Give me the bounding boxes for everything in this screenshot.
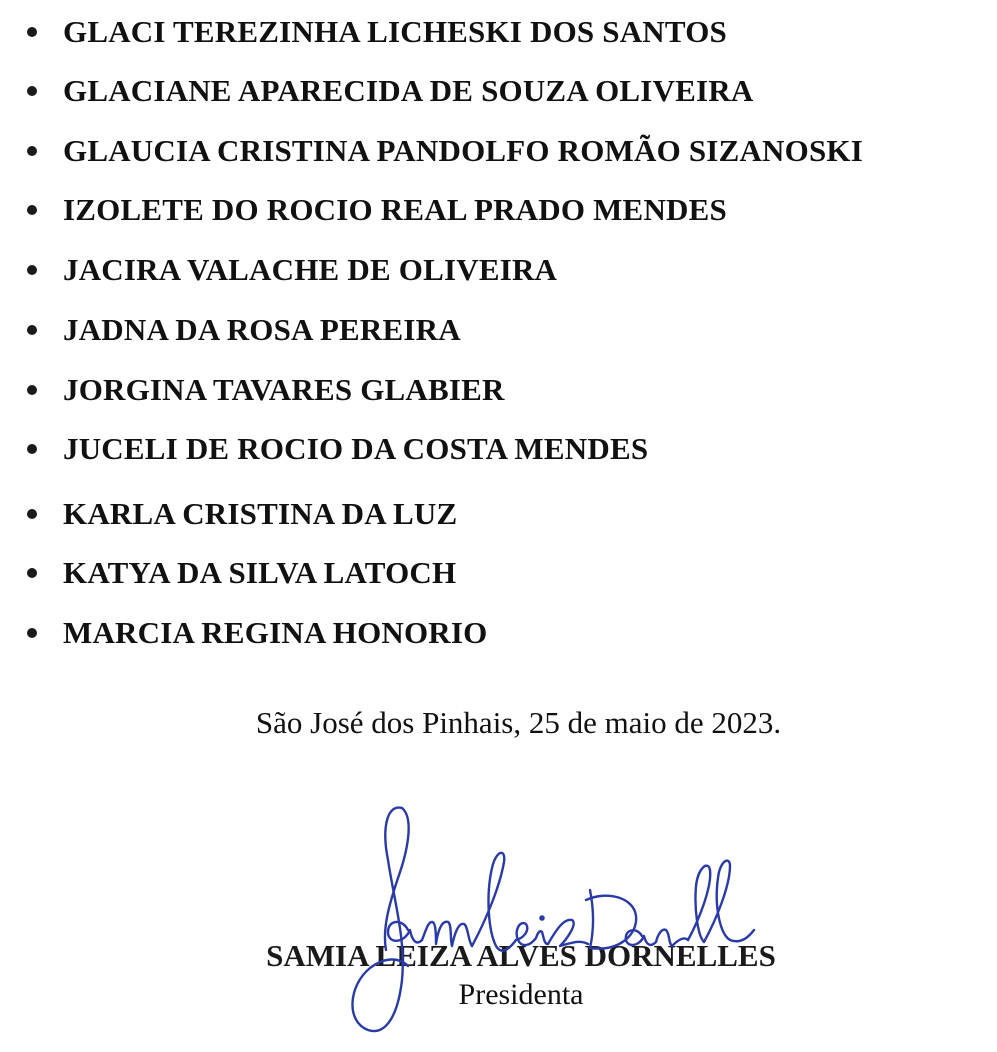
list-item — [0, 613, 997, 653]
list-item-name: KATYA DA SILVA LATOCH — [63, 555, 457, 590]
list-item-name: GLACI TEREZINHA LICHESKI DOS SANTOS — [63, 14, 727, 49]
bullet-icon — [27, 509, 37, 519]
list-item — [0, 12, 997, 52]
list-item — [0, 71, 997, 111]
list-item-name: JADNA DA ROSA PEREIRA — [63, 312, 461, 347]
list-item-name: GLACIANE APARECIDA DE SOUZA OLIVEIRA — [63, 73, 754, 108]
bullet-icon — [27, 325, 37, 335]
bullet-icon — [27, 205, 37, 215]
list-item-name: IZOLETE DO ROCIO REAL PRADO MENDES — [63, 192, 727, 227]
list-item — [0, 250, 997, 290]
list-item — [0, 370, 997, 410]
list-item-name: JORGINA TAVARES GLABIER — [63, 372, 505, 407]
bullet-icon — [27, 86, 37, 96]
signer-name: SAMIA LEIZA ALVES DORNELLES — [266, 938, 776, 973]
list-item-name: JACIRA VALACHE DE OLIVEIRA — [63, 252, 558, 287]
bullet-icon — [27, 27, 37, 37]
list-item — [0, 131, 997, 171]
list-item — [0, 310, 997, 350]
list-item-name: GLAUCIA CRISTINA PANDOLFO ROMÃO SIZANOSKI — [63, 133, 863, 168]
bullet-icon — [27, 444, 37, 454]
signer-role: Presidenta — [458, 978, 584, 1011]
list-item-name: KARLA CRISTINA DA LUZ — [63, 496, 458, 531]
bullet-icon — [27, 385, 37, 395]
handwritten-signature — [290, 790, 760, 1050]
bullet-icon — [27, 568, 37, 578]
list-item — [0, 553, 997, 593]
bullet-icon — [27, 265, 37, 275]
date-line: São José dos Pinhais, 25 de maio de 2023. — [255, 705, 782, 740]
list-item-name: JUCELI DE ROCIO DA COSTA MENDES — [63, 431, 649, 466]
bullet-icon — [27, 628, 37, 638]
list-item — [0, 190, 997, 230]
list-item — [0, 429, 997, 469]
list-item — [0, 494, 997, 534]
list-item-name: MARCIA REGINA HONORIO — [63, 615, 488, 650]
bullet-icon — [27, 146, 37, 156]
